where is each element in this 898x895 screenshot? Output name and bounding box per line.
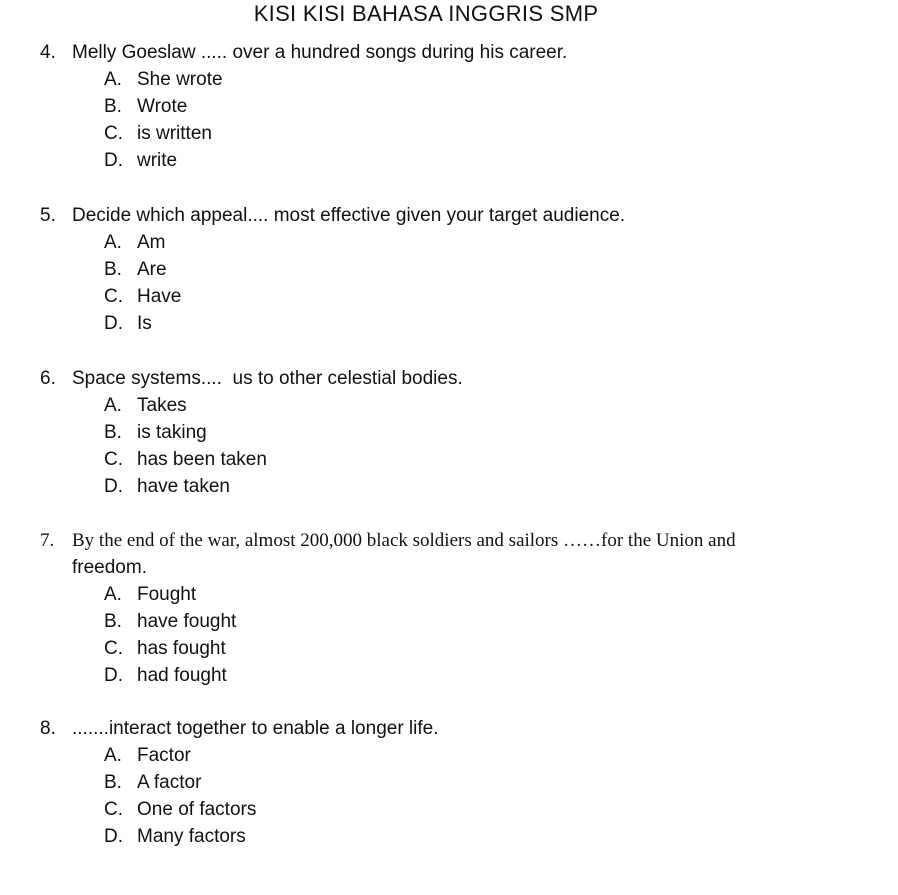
option-letter: D. [104, 665, 123, 686]
question-text: Decide which appeal.... most effective given your target audience. [72, 205, 626, 226]
option-text: She wrote [137, 69, 223, 90]
option-text: One of factors [137, 799, 257, 820]
question-number: 8. [40, 718, 56, 739]
option-text: is taking [137, 422, 207, 443]
question-text: .......interact together to enable a longer life. [72, 718, 439, 739]
option-list [40, 229, 840, 337]
option-item [40, 473, 840, 500]
option-item [40, 419, 840, 446]
option-text: has been taken [137, 449, 267, 470]
option-item [40, 635, 840, 662]
option-letter: B. [104, 772, 122, 793]
option-letter: D. [104, 476, 123, 497]
option-letter: D. [104, 150, 123, 171]
option-text: Factor [137, 745, 191, 766]
question-number: 6. [40, 368, 56, 389]
question-number: 5. [40, 205, 56, 226]
option-text: Wrote [137, 96, 188, 117]
option-text: have taken [137, 476, 230, 497]
option-item [40, 66, 840, 93]
option-item [40, 93, 840, 120]
question-stem [40, 715, 840, 742]
option-item [40, 283, 840, 310]
option-letter: A. [104, 395, 122, 416]
question-stem [40, 39, 840, 66]
option-letter: B. [104, 611, 122, 632]
option-text: write [137, 150, 178, 171]
option-list [40, 392, 840, 500]
option-item [40, 310, 840, 337]
option-text: Are [137, 259, 167, 280]
question-stem [40, 202, 840, 229]
page-title: KISI KISI BAHASA INGGRIS SMP [253, 1, 599, 26]
option-text: Fought [137, 584, 197, 605]
option-text: A factor [137, 772, 202, 793]
option-text: Takes [137, 395, 187, 416]
option-letter: A. [104, 232, 122, 253]
option-item [40, 446, 840, 473]
option-item [40, 581, 840, 608]
option-item [40, 147, 840, 174]
option-letter: C. [104, 286, 123, 307]
option-letter: D. [104, 826, 123, 847]
option-text: has fought [137, 638, 226, 659]
question-5 [40, 202, 840, 337]
option-list [40, 742, 840, 850]
option-item [40, 823, 840, 850]
option-letter: C. [104, 123, 123, 144]
option-item [40, 742, 840, 769]
question-text: Melly Goeslaw ..... over a hundred songs during his career. [72, 42, 568, 63]
option-item [40, 229, 840, 256]
option-text: have fought [137, 611, 237, 632]
option-item [40, 662, 840, 689]
option-letter: A. [104, 745, 122, 766]
option-text: is written [137, 123, 212, 144]
option-text: Many factors [137, 826, 246, 847]
option-letter: D. [104, 313, 123, 334]
option-item [40, 120, 840, 147]
question-text-continued: freedom. [72, 557, 147, 578]
option-item [40, 608, 840, 635]
option-letter: C. [104, 799, 123, 820]
question-number: 4. [40, 42, 56, 63]
option-text: Have [137, 286, 182, 307]
option-item [40, 796, 840, 823]
option-text: had fought [137, 665, 227, 686]
question-text: By the end of the war, almost 200,000 black soldiers and sailors ……for the Union and [72, 530, 736, 551]
question-4 [40, 39, 840, 174]
option-item [40, 769, 840, 796]
option-item [40, 256, 840, 283]
option-letter: A. [104, 69, 122, 90]
option-letter: C. [104, 638, 123, 659]
question-stem [40, 527, 840, 554]
option-list [40, 581, 840, 689]
question-6 [40, 365, 840, 500]
question-text: Space systems.... us to other celestial bodies. [72, 368, 463, 389]
option-list [40, 66, 840, 174]
question-stem [40, 365, 840, 392]
question-8 [40, 715, 840, 850]
option-letter: B. [104, 422, 122, 443]
option-text: Am [137, 232, 166, 253]
question-number: 7. [40, 530, 55, 551]
option-letter: B. [104, 259, 122, 280]
option-text: Is [137, 313, 152, 334]
option-item [40, 392, 840, 419]
option-letter: C. [104, 449, 123, 470]
option-letter: A. [104, 584, 122, 605]
option-letter: B. [104, 96, 122, 117]
question-7 [40, 527, 840, 689]
